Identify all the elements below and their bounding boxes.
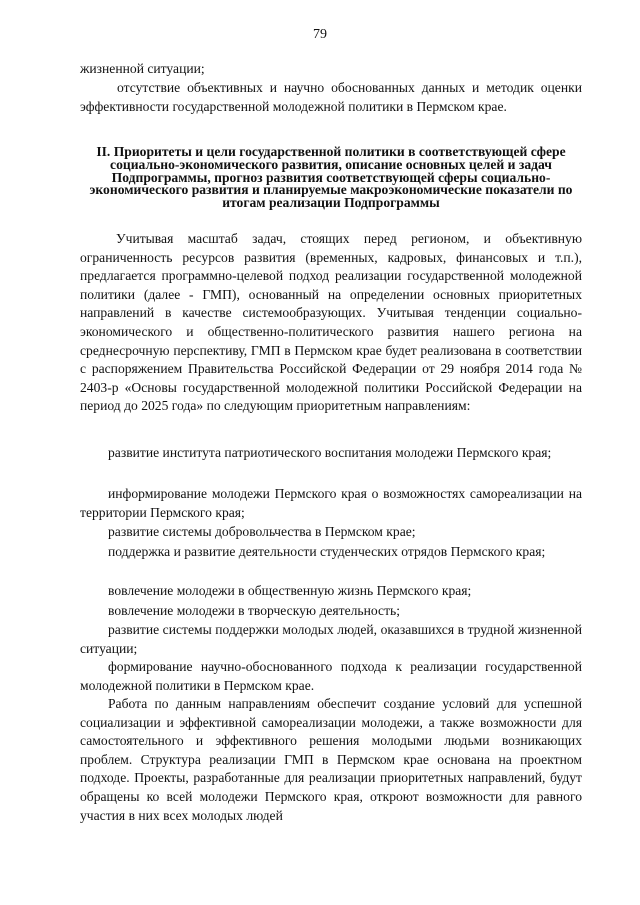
list-item: формирование научно-обоснованного подхода к реализации государственной молодежной политики в Пермском крае.: [80, 659, 582, 693]
page-number: 79: [313, 27, 327, 42]
body-paragraph: Учитывая масштаб задач, стоящих перед регионом, и объективную ограниченность ресурсов развития (временных, кадровых, финансовых и т.п.), предлагается программно-целевой подход реализации государственной молодежной политики (далее - ГМП), основанный на определении основных приоритетных направлений в качестве системообразующих. Учитывая тенденции социально-экономического и общественно-политического развития нашего региона на среднесрочную перспективу, ГМП в Пермском крае будет реализована в соответствии с распоряжением Правительства Российской Федерации от 29 ноября 2014 года № 2403-р «Основы государственной молодежной политики Российской Федерации на период до 2025 года» по следующим приоритетным направлениям:: [80, 231, 582, 414]
list-item: развитие института патриотического воспитания молодежи Пермского края;: [108, 445, 552, 460]
text-paragraph: отсутствие объективных и научно обоснованных данных и методик оценки эффективности государственной молодежной политики в Пермском крае.: [80, 80, 582, 114]
list-item: вовлечение молодежи в общественную жизнь Пермского края;: [108, 583, 472, 598]
list-item: вовлечение молодежи в творческую деятельность;: [108, 603, 400, 618]
list-item: поддержка и развитие деятельности студенческих отрядов Пермского края;: [108, 544, 546, 559]
list-item: развитие системы добровольчества в Пермском крае;: [108, 524, 416, 539]
section-heading: II. Приоритеты и цели государственной политики в соответствующей сфере социально-экономического развития, описание основных целей и задач Подпрограммы, прогноз развития соответствующей сферы социально-экономического развития и планируемые макроэкономические показатели по итогам реализации Подпрограммы: [89, 144, 573, 211]
list-item: развитие системы поддержки молодых людей, оказавшихся в трудной жизненной ситуации;: [80, 622, 582, 656]
text-line: жизненной ситуации;: [80, 61, 205, 76]
body-paragraph: Работа по данным направлениям обеспечит создание условий для успешной социализации и эффективной самореализации молодежи, а также возможности для самостоятельного и эффективного решения молодыми людьми возникающих проблем. Структура реализации ГМП в Пермском крае основана на проектном подходе. Проекты, разработанные для реализации приоритетных направлений, будут обращены ко всей молодежи Пермского края, откроют возможности для равного участия в них всех молодых людей: [80, 696, 582, 823]
list-item: информирование молодежи Пермского края о возможностях самореализации на территории Пермского края;: [80, 486, 582, 520]
